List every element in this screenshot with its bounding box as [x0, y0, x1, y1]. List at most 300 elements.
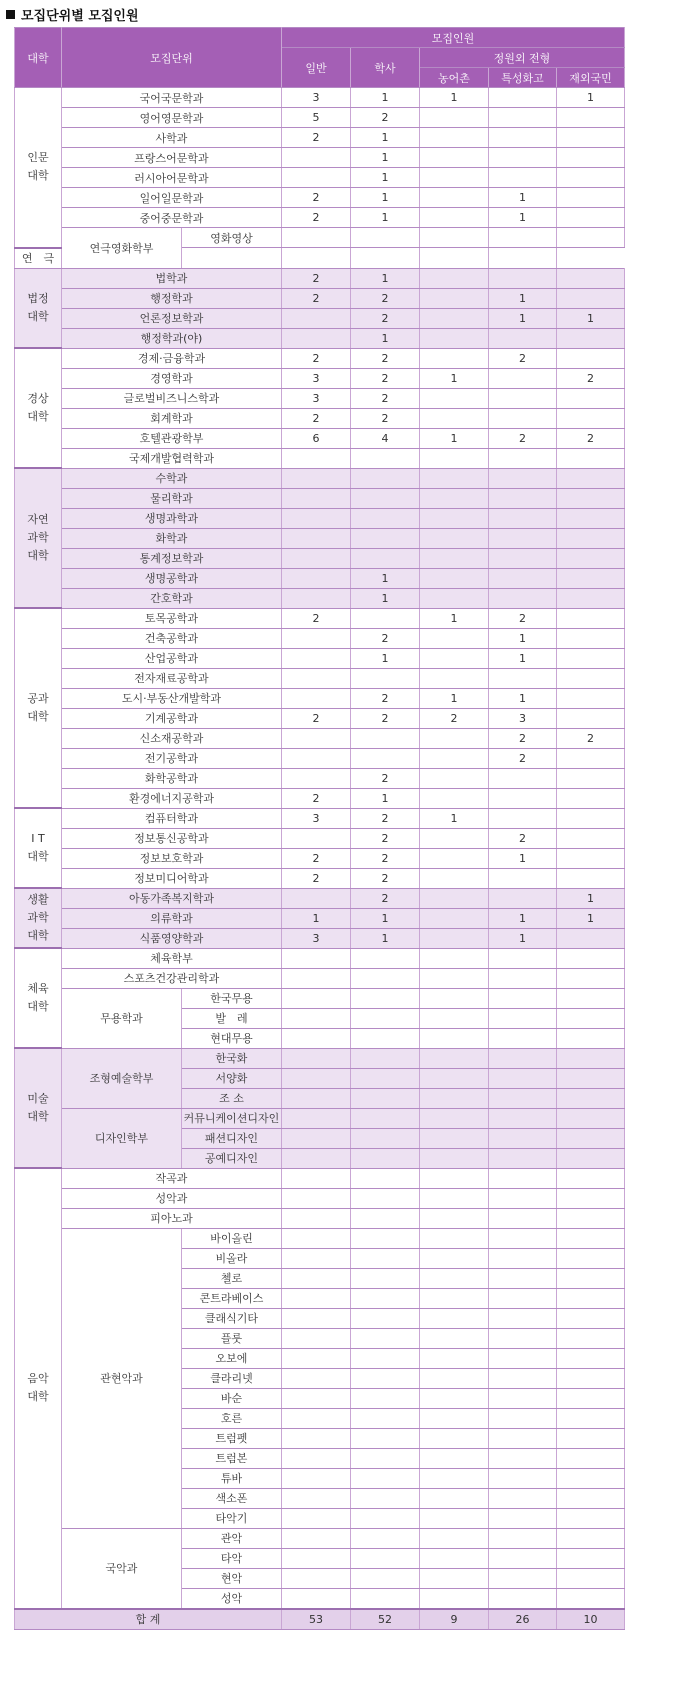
- overseas-cell: [557, 1568, 625, 1588]
- college-cell: 자연 과학 대학: [15, 468, 62, 608]
- unit-group-cell: 국악과: [62, 1528, 182, 1609]
- table-row: [15, 1228, 625, 1248]
- general-cell: [282, 688, 351, 708]
- specialized-cell: [489, 1028, 557, 1048]
- college-cell: 미술 대학: [15, 1048, 62, 1168]
- general-cell: [282, 448, 351, 468]
- table-row: [15, 588, 625, 608]
- rural-cell: [420, 728, 489, 748]
- general-cell: 2: [282, 788, 351, 808]
- hak-cell: 1: [351, 648, 420, 668]
- unit-cell: 산업공학과: [62, 648, 282, 668]
- unit-group-cell: 조형예술학부: [62, 1048, 182, 1108]
- overseas-cell: [557, 668, 625, 688]
- unit-cell: 법학과: [62, 268, 282, 288]
- specialized-cell: 1: [489, 648, 557, 668]
- rural-cell: [420, 668, 489, 688]
- unit-group-cell: 무용학과: [62, 988, 182, 1048]
- unit-cell: 통계정보학과: [62, 548, 282, 568]
- general-cell: [282, 1568, 351, 1588]
- specialized-cell: [489, 1388, 557, 1408]
- sub-unit-cell: 한국화: [182, 1048, 282, 1068]
- hak-cell: [351, 1588, 420, 1609]
- hak-cell: [351, 1108, 420, 1128]
- overseas-cell: [557, 1488, 625, 1508]
- table-row: [15, 668, 625, 688]
- hak-cell: 2: [351, 828, 420, 848]
- unit-cell: 컴퓨터학과: [62, 808, 282, 828]
- unit-cell: 호텔관광학부: [62, 428, 282, 448]
- unit-cell: 화학공학과: [62, 768, 282, 788]
- overseas-cell: [557, 748, 625, 768]
- rural-cell: [420, 1588, 489, 1609]
- general-cell: [282, 548, 351, 568]
- table-row: [15, 148, 625, 168]
- general-cell: [282, 1468, 351, 1488]
- specialized-cell: [489, 1368, 557, 1388]
- specialized-cell: [489, 1488, 557, 1508]
- rural-cell: [420, 208, 489, 228]
- unit-cell: 토목공학과: [62, 608, 282, 628]
- overseas-cell: 1: [557, 908, 625, 928]
- table-row: [15, 228, 625, 248]
- hak-cell: [351, 948, 420, 968]
- unit-group-cell: 관현악과: [62, 1228, 182, 1528]
- hak-cell: [351, 488, 420, 508]
- overseas-cell: [557, 1088, 625, 1108]
- overseas-cell: [557, 408, 625, 428]
- rural-cell: [420, 1368, 489, 1388]
- general-cell: [282, 948, 351, 968]
- overseas-cell: [557, 648, 625, 668]
- rural-cell: [420, 1528, 489, 1548]
- general-cell: [282, 628, 351, 648]
- specialized-cell: 1: [489, 288, 557, 308]
- hak-cell: [351, 1288, 420, 1308]
- general-cell: [282, 528, 351, 548]
- hak-cell: 1: [351, 148, 420, 168]
- table-row: [15, 408, 625, 428]
- hak-cell: [351, 1188, 420, 1208]
- hak-cell: 1: [351, 208, 420, 228]
- general-cell: [282, 1108, 351, 1128]
- overseas-cell: 2: [557, 368, 625, 388]
- specialized-cell: [489, 1508, 557, 1528]
- sub-unit-cell: 타악: [182, 1548, 282, 1568]
- hak-cell: [351, 1028, 420, 1048]
- table-row: [15, 688, 625, 708]
- table-row: [15, 348, 625, 368]
- table-row: [15, 848, 625, 868]
- unit-cell: 체육학부: [62, 948, 282, 968]
- hak-cell: [351, 1148, 420, 1168]
- unit-cell: 성악과: [62, 1188, 282, 1208]
- rural-cell: [420, 1088, 489, 1108]
- header-general: 일반: [282, 48, 351, 88]
- hak-cell: 4: [351, 428, 420, 448]
- college-cell: 인문 대학: [15, 88, 62, 248]
- overseas-cell: [557, 148, 625, 168]
- sub-unit-cell: 한국무용: [182, 988, 282, 1008]
- hak-cell: [351, 448, 420, 468]
- overseas-cell: [557, 1388, 625, 1408]
- square-bullet-icon: [6, 10, 15, 19]
- rural-cell: [420, 1148, 489, 1168]
- unit-cell: 경제·금융학과: [62, 348, 282, 368]
- rural-cell: [420, 1008, 489, 1028]
- unit-cell: 피아노과: [62, 1208, 282, 1228]
- hak-cell: [351, 1068, 420, 1088]
- rural-cell: [420, 1208, 489, 1228]
- overseas-cell: [557, 448, 625, 468]
- specialized-cell: [489, 328, 557, 348]
- overseas-cell: [557, 568, 625, 588]
- hak-cell: [351, 1328, 420, 1348]
- hak-cell: 2: [351, 288, 420, 308]
- overseas-cell: [557, 548, 625, 568]
- rural-cell: [420, 1408, 489, 1428]
- table-row: [15, 468, 625, 488]
- specialized-cell: 1: [489, 688, 557, 708]
- specialized-cell: [489, 588, 557, 608]
- sub-unit-cell: 호른: [182, 1408, 282, 1428]
- specialized-cell: [489, 1208, 557, 1228]
- rural-cell: [420, 648, 489, 668]
- general-cell: [282, 328, 351, 348]
- overseas-cell: 1: [557, 88, 625, 108]
- overseas-cell: [557, 608, 625, 628]
- specialized-cell: [489, 1288, 557, 1308]
- general-cell: [282, 1148, 351, 1168]
- unit-cell: 도시·부동산개발학과: [62, 688, 282, 708]
- rural-cell: [420, 168, 489, 188]
- general-cell: 6: [282, 428, 351, 448]
- rural-cell: [351, 248, 420, 269]
- recruitment-table: [14, 27, 625, 1630]
- general-cell: [282, 1448, 351, 1468]
- hak-cell: [351, 748, 420, 768]
- overseas-cell: [557, 1368, 625, 1388]
- specialized-cell: [489, 1188, 557, 1208]
- rural-cell: [420, 748, 489, 768]
- sub-unit-cell: 현대무용: [182, 1028, 282, 1048]
- sub-unit-cell: 현악: [182, 1568, 282, 1588]
- hak-cell: [351, 1248, 420, 1268]
- sub-unit-cell: 공예디자인: [182, 1148, 282, 1168]
- specialized-cell: [489, 108, 557, 128]
- overseas-cell: [557, 1008, 625, 1028]
- header-overseas: 재외국민: [557, 68, 625, 88]
- general-cell: [282, 1508, 351, 1528]
- hak-cell: [351, 1468, 420, 1488]
- hak-cell: 2: [351, 108, 420, 128]
- header-recruit: 모집인원: [282, 28, 625, 48]
- general-cell: [282, 1208, 351, 1228]
- overseas-cell: [557, 268, 625, 288]
- college-cell: 체육 대학: [15, 948, 62, 1048]
- rural-cell: [420, 1568, 489, 1588]
- header-unit: 모집단위: [62, 28, 282, 88]
- overseas-cell: 2: [557, 428, 625, 448]
- rural-cell: [420, 1068, 489, 1088]
- specialized-cell: [489, 368, 557, 388]
- general-cell: [282, 1188, 351, 1208]
- general-cell: [282, 308, 351, 328]
- rural-cell: [420, 788, 489, 808]
- total-label: 합 계: [15, 1609, 282, 1630]
- general-cell: [282, 1488, 351, 1508]
- rural-cell: 1: [420, 608, 489, 628]
- unit-cell: 아동가족복지학과: [62, 888, 282, 908]
- sub-unit-cell: 바순: [182, 1388, 282, 1408]
- overseas-cell: [557, 188, 625, 208]
- hak-cell: 1: [351, 128, 420, 148]
- rural-cell: [420, 908, 489, 928]
- general-cell: [282, 588, 351, 608]
- table-row: [15, 448, 625, 468]
- specialized-cell: [420, 248, 489, 269]
- unit-cell: 전기공학과: [62, 748, 282, 768]
- rural-cell: [420, 1428, 489, 1448]
- table-row: [15, 788, 625, 808]
- unit-group-cell: 디자인학부: [62, 1108, 182, 1168]
- general-cell: [282, 1228, 351, 1248]
- overseas-cell: [557, 1068, 625, 1088]
- college-cell: 생활 과학 대학: [15, 888, 62, 948]
- table-row: [15, 548, 625, 568]
- hak-cell: [351, 1228, 420, 1248]
- hak-cell: [351, 468, 420, 488]
- rural-cell: [420, 188, 489, 208]
- general-cell: [282, 988, 351, 1008]
- overseas-cell: [557, 1148, 625, 1168]
- header-rural: 농어촌: [420, 68, 489, 88]
- general-cell: [282, 228, 351, 248]
- rural-cell: [420, 328, 489, 348]
- college-cell: 공과 대학: [15, 608, 62, 808]
- specialized-cell: 1: [489, 848, 557, 868]
- hak-cell: [351, 668, 420, 688]
- general-cell: [282, 1288, 351, 1308]
- specialized-cell: 1: [489, 908, 557, 928]
- rural-cell: [420, 588, 489, 608]
- table-row: [15, 208, 625, 228]
- table-row: [15, 128, 625, 148]
- overseas-cell: [557, 488, 625, 508]
- hak-cell: 1: [351, 788, 420, 808]
- specialized-cell: [489, 948, 557, 968]
- rural-cell: 1: [420, 428, 489, 448]
- general-cell: 2: [282, 848, 351, 868]
- hak-cell: [351, 508, 420, 528]
- hak-cell: [351, 1428, 420, 1448]
- section-title: [6, 4, 139, 24]
- general-cell: [282, 768, 351, 788]
- specialized-cell: [489, 488, 557, 508]
- overseas-cell: [557, 628, 625, 648]
- table-row: [15, 328, 625, 348]
- general-cell: [282, 1068, 351, 1088]
- unit-cell: 국어국문학과: [62, 88, 282, 108]
- general-cell: [282, 668, 351, 688]
- hak-cell: [351, 1408, 420, 1428]
- hak-cell: 1: [351, 588, 420, 608]
- overseas-cell: [557, 1308, 625, 1328]
- rural-cell: [420, 148, 489, 168]
- specialized-cell: [489, 228, 557, 248]
- header-hak: 학사: [351, 48, 420, 88]
- specialized-cell: [489, 1448, 557, 1468]
- general-cell: 2: [282, 268, 351, 288]
- overseas-cell: [557, 1228, 625, 1248]
- general-cell: [282, 1368, 351, 1388]
- hak-cell: 2: [351, 708, 420, 728]
- specialized-cell: [489, 148, 557, 168]
- unit-cell: 프랑스어문학과: [62, 148, 282, 168]
- overseas-cell: [557, 228, 625, 248]
- college-cell: 법정 대학: [15, 268, 62, 348]
- unit-cell: 행정학과(야): [62, 328, 282, 348]
- table-row: [15, 388, 625, 408]
- hak-cell: [351, 968, 420, 988]
- hak-cell: [282, 248, 351, 269]
- unit-cell: 언론정보학과: [62, 308, 282, 328]
- sub-unit-cell: 튜바: [182, 1468, 282, 1488]
- hak-cell: [351, 1208, 420, 1228]
- unit-cell: 정보미디어학과: [62, 868, 282, 888]
- general-cell: [282, 568, 351, 588]
- overseas-cell: [557, 1348, 625, 1368]
- specialized-cell: [489, 1308, 557, 1328]
- table-row: [15, 1188, 625, 1208]
- overseas-cell: [557, 1028, 625, 1048]
- general-cell: [282, 1408, 351, 1428]
- overseas-cell: [557, 1268, 625, 1288]
- hak-cell: [351, 1168, 420, 1188]
- specialized-cell: 2: [489, 728, 557, 748]
- specialized-cell: [489, 168, 557, 188]
- specialized-cell: [489, 1168, 557, 1188]
- overseas-cell: [557, 988, 625, 1008]
- hak-cell: 2: [351, 308, 420, 328]
- unit-cell: 생명과학과: [62, 508, 282, 528]
- specialized-cell: [489, 528, 557, 548]
- table-row: [15, 428, 625, 448]
- rural-cell: [420, 268, 489, 288]
- specialized-cell: 1: [489, 628, 557, 648]
- specialized-cell: [489, 1468, 557, 1488]
- general-cell: [282, 508, 351, 528]
- overseas-cell: [557, 1448, 625, 1468]
- unit-cell: 환경에너지공학과: [62, 788, 282, 808]
- sub-unit-cell: 조 소: [182, 1088, 282, 1108]
- general-cell: 1: [282, 908, 351, 928]
- hak-cell: 1: [351, 568, 420, 588]
- rural-cell: [420, 1188, 489, 1208]
- rural-cell: [420, 408, 489, 428]
- unit-cell: 글로벌비즈니스학과: [62, 388, 282, 408]
- table-row: [15, 368, 625, 388]
- overseas-cell: [557, 808, 625, 828]
- rural-cell: 1: [420, 88, 489, 108]
- unit-cell: 중어중문학과: [62, 208, 282, 228]
- rural-cell: [420, 1388, 489, 1408]
- unit-cell: 회계학과: [62, 408, 282, 428]
- general-cell: [282, 1528, 351, 1548]
- general-cell: [282, 1388, 351, 1408]
- specialized-cell: [489, 128, 557, 148]
- hak-cell: 1: [351, 328, 420, 348]
- specialized-cell: [489, 1408, 557, 1428]
- overseas-cell: [557, 1408, 625, 1428]
- unit-cell: 신소재공학과: [62, 728, 282, 748]
- hak-cell: [351, 1308, 420, 1328]
- specialized-cell: 2: [489, 348, 557, 368]
- rural-cell: [420, 1308, 489, 1328]
- general-cell: [182, 248, 282, 269]
- table-row: [15, 608, 625, 628]
- hak-cell: 1: [351, 268, 420, 288]
- rural-cell: [420, 448, 489, 468]
- general-cell: 5: [282, 108, 351, 128]
- table-row: [15, 1208, 625, 1228]
- unit-cell: 화학과: [62, 528, 282, 548]
- hak-cell: [351, 1088, 420, 1108]
- specialized-cell: [489, 1348, 557, 1368]
- hak-cell: [351, 1548, 420, 1568]
- rural-cell: [420, 848, 489, 868]
- unit-cell: 기계공학과: [62, 708, 282, 728]
- rural-cell: [420, 288, 489, 308]
- rural-cell: [420, 1268, 489, 1288]
- total-specialized: 26: [489, 1609, 557, 1630]
- table-row: [15, 88, 625, 108]
- hak-cell: 2: [351, 388, 420, 408]
- sub-unit-cell: 트럼본: [182, 1448, 282, 1468]
- specialized-cell: [489, 1108, 557, 1128]
- overseas-cell: 1: [557, 308, 625, 328]
- table-row: [15, 948, 625, 968]
- hak-cell: 1: [351, 168, 420, 188]
- rural-cell: [420, 128, 489, 148]
- overseas-cell: [557, 1168, 625, 1188]
- hak-cell: [351, 1448, 420, 1468]
- general-cell: 3: [282, 388, 351, 408]
- rural-cell: [420, 1488, 489, 1508]
- rural-cell: [420, 1448, 489, 1468]
- hak-cell: [351, 608, 420, 628]
- table-row: [15, 1108, 625, 1128]
- overseas-cell: [557, 948, 625, 968]
- rural-cell: [420, 888, 489, 908]
- sub-unit-cell: 콘트라베이스: [182, 1288, 282, 1308]
- table-row: [15, 528, 625, 548]
- general-cell: [282, 1028, 351, 1048]
- overseas-cell: [557, 1508, 625, 1528]
- unit-cell: 정보보호학과: [62, 848, 282, 868]
- sub-unit-cell: 트럼펫: [182, 1428, 282, 1448]
- rural-cell: 1: [420, 688, 489, 708]
- overseas-cell: [557, 348, 625, 368]
- overseas-cell: [557, 1328, 625, 1348]
- overseas-cell: [557, 288, 625, 308]
- hak-cell: 2: [351, 348, 420, 368]
- hak-cell: 1: [351, 928, 420, 948]
- college-cell: 음악 대학: [15, 1168, 62, 1609]
- rural-cell: [420, 308, 489, 328]
- sub-unit-cell: 비올라: [182, 1248, 282, 1268]
- overseas-cell: [557, 208, 625, 228]
